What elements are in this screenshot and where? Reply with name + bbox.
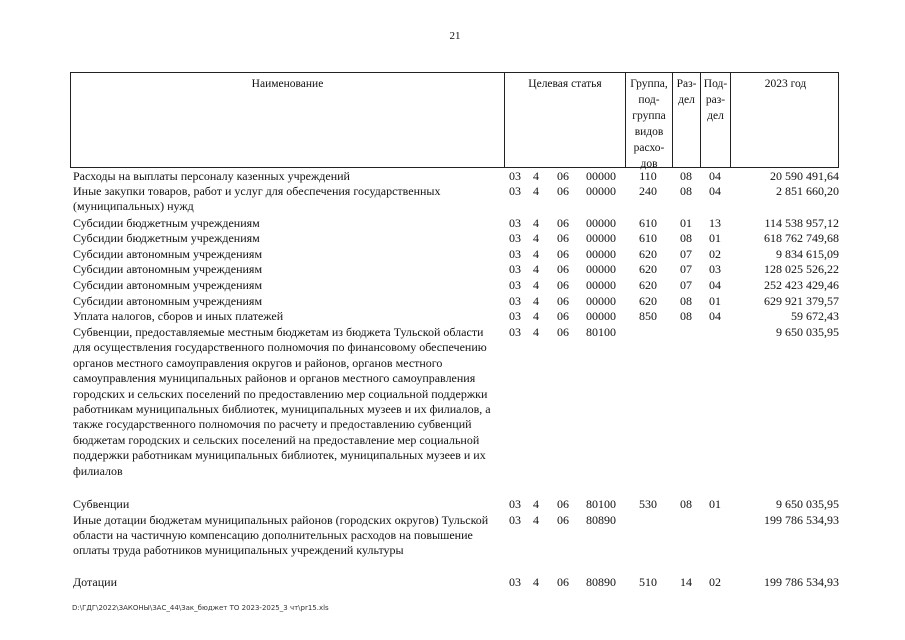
section-code: 08: [680, 309, 692, 323]
subsection-code: 01: [709, 294, 721, 308]
expense-group: 610: [639, 231, 657, 245]
code-part-1: 03: [509, 262, 521, 276]
code-part-3: 06: [557, 184, 569, 198]
amount: 2 851 660,20: [776, 184, 839, 198]
row-name: Субсидии автономным учреждениям: [73, 262, 263, 276]
code-part-2: 4: [533, 575, 539, 589]
table-row: [70, 497, 839, 512]
table-row: [70, 309, 839, 324]
expense-group: 620: [639, 294, 657, 308]
section-code: 08: [680, 169, 692, 183]
expense-group: 610: [639, 216, 657, 230]
table-row: [70, 278, 839, 293]
header-subsection: Под-раз-дел: [703, 78, 728, 122]
code-part-1: 03: [509, 294, 521, 308]
amount: 629 921 379,57: [764, 294, 839, 308]
row-name: Расходы на выплаты персоналу казенных учреждений: [73, 169, 350, 183]
code-part-4: 00000: [586, 216, 616, 230]
expense-group: 620: [639, 247, 657, 261]
code-part-3: 06: [557, 294, 569, 308]
row-name: Субсидии автономным учреждениям: [73, 247, 263, 261]
subsection-code: 04: [709, 309, 721, 323]
code-part-2: 4: [533, 216, 539, 230]
code-part-3: 06: [557, 497, 569, 511]
amount: 114 538 957,12: [764, 216, 839, 230]
code-part-1: 03: [509, 247, 521, 261]
code-part-3: 06: [557, 513, 569, 527]
expense-group: 530: [639, 497, 657, 511]
code-part-1: 03: [509, 169, 521, 183]
code-part-3: 06: [557, 575, 569, 589]
code-part-3: 06: [557, 247, 569, 261]
section-code: 08: [680, 294, 692, 308]
code-part-2: 4: [533, 169, 539, 183]
code-part-2: 4: [533, 497, 539, 511]
amount: 9 650 035,95: [776, 497, 839, 511]
code-part-4: 00000: [586, 169, 616, 183]
code-part-4: 00000: [586, 184, 616, 198]
subsection-code: 03: [709, 262, 721, 276]
table-row: [70, 169, 839, 184]
code-part-1: 03: [509, 575, 521, 589]
code-part-4: 00000: [586, 294, 616, 308]
expense-group: 620: [639, 262, 657, 276]
code-part-3: 06: [557, 262, 569, 276]
amount: 20 590 491,64: [770, 169, 839, 183]
row-name: Субсидии бюджетным учреждениям: [73, 231, 260, 245]
expense-group: 620: [639, 278, 657, 292]
code-part-3: 06: [557, 278, 569, 292]
code-part-3: 06: [557, 169, 569, 183]
page-number: 21: [449, 30, 461, 42]
amount: 9 650 035,95: [776, 325, 839, 339]
code-part-2: 4: [533, 247, 539, 261]
subsection-code: 13: [709, 216, 721, 230]
row-name: Субсидии автономным учреждениям: [73, 278, 263, 292]
code-part-4: 80100: [586, 497, 616, 511]
row-name: Дотации: [73, 575, 118, 589]
code-part-2: 4: [533, 325, 539, 339]
section-code: 07: [680, 247, 692, 261]
code-part-2: 4: [533, 231, 539, 245]
header-divider: [700, 73, 701, 167]
header-name: Наименование: [251, 78, 324, 90]
header-year: 2023 год: [764, 78, 807, 90]
subsection-code: 04: [709, 278, 721, 292]
section-code: 07: [680, 262, 692, 276]
expense-group: 510: [639, 575, 657, 589]
row-name: Иные закупки товаров, работ и услуг для обеспечения государственных (муниципальных) нужд: [73, 184, 441, 213]
code-part-1: 03: [509, 309, 521, 323]
code-part-4: 00000: [586, 309, 616, 323]
section-code: 14: [680, 575, 692, 589]
subsection-code: 01: [709, 231, 721, 245]
section-code: 08: [680, 497, 692, 511]
section-code: 07: [680, 278, 692, 292]
code-part-3: 06: [557, 325, 569, 339]
file-path-footer: D:\ГДГ\2022\ЗАКОНЫ\ЗАС_44\Зак_бюджет ТО 2023-2025_3 чт\pr15.xls: [72, 604, 329, 612]
row-name: Субвенции, предоставляемые местным бюджетам из бюджета Тульской области для осуществления государственного полномочия по финансовому обеспечению органов местного самоуправления округов и районов, органов местного самоуправления муниципальных районов и органов местного самоуправления городских и сельских поселений по предоставлению мер социальной поддержки работникам муниципальных библиотек, муниципальных музеев и их филиалов, а также государственного полномочия по расчету и предоставлению субвенций бюджетам городских и сельских поселений на предоставление мер социальной поддержки работникам муниципальных библиотек, муниципальных музеев и их филиалов: [73, 325, 491, 478]
code-part-1: 03: [509, 497, 521, 511]
amount: 199 786 534,93: [764, 575, 839, 589]
header-target-article: Целевая статья: [528, 78, 602, 90]
code-part-3: 06: [557, 216, 569, 230]
subsection-code: 04: [709, 184, 721, 198]
code-part-4: 00000: [586, 231, 616, 245]
header-section: Раз-дел: [676, 78, 697, 106]
code-part-2: 4: [533, 309, 539, 323]
code-part-1: 03: [509, 231, 521, 245]
table-row: [70, 216, 839, 231]
table-row: [70, 513, 839, 559]
section-code: 08: [680, 184, 692, 198]
table-row: [70, 325, 839, 485]
table-header: [70, 72, 839, 168]
code-part-4: 00000: [586, 278, 616, 292]
section-code: 01: [680, 216, 692, 230]
amount: 59 672,43: [791, 309, 839, 323]
code-part-2: 4: [533, 278, 539, 292]
code-part-1: 03: [509, 184, 521, 198]
code-part-1: 03: [509, 216, 521, 230]
expense-group: 240: [639, 184, 657, 198]
code-part-1: 03: [509, 513, 521, 527]
row-name: Субвенции: [73, 497, 130, 511]
code-part-2: 4: [533, 262, 539, 276]
code-part-4: 80890: [586, 575, 616, 589]
code-part-2: 4: [533, 513, 539, 527]
code-part-1: 03: [509, 278, 521, 292]
code-part-3: 06: [557, 309, 569, 323]
header-divider: [672, 73, 673, 167]
table-row: [70, 247, 839, 262]
code-part-1: 03: [509, 325, 521, 339]
amount: 618 762 749,68: [764, 231, 839, 245]
subsection-code: 02: [709, 575, 721, 589]
table-row: [70, 184, 839, 215]
table-row: [70, 294, 839, 309]
table-row: [70, 262, 839, 277]
code-part-4: 80100: [586, 325, 616, 339]
code-part-2: 4: [533, 184, 539, 198]
subsection-code: 04: [709, 169, 721, 183]
expense-group: 850: [639, 309, 657, 323]
row-name: Уплата налогов, сборов и иных платежей: [73, 309, 284, 323]
row-name: Субсидии бюджетным учреждениям: [73, 216, 260, 230]
table-row: [70, 231, 839, 246]
amount: 128 025 526,22: [764, 262, 839, 276]
subsection-code: 01: [709, 497, 721, 511]
row-name: Иные дотации бюджетам муниципальных районов (городских округов) Тульской области на частичную компенсацию дополнительных расходов на повышение оплаты труда работников муниципальных учреждений культуры: [73, 513, 489, 557]
header-group: Группа, под-группа видов расхо-дов: [630, 78, 668, 170]
amount: 199 786 534,93: [764, 513, 839, 527]
table-row: [70, 575, 839, 590]
amount: 252 423 429,46: [764, 278, 839, 292]
section-code: 08: [680, 231, 692, 245]
amount: 9 834 615,09: [776, 247, 839, 261]
code-part-4: 80890: [586, 513, 616, 527]
row-name: Субсидии автономным учреждениям: [73, 294, 263, 308]
header-divider: [625, 73, 626, 167]
code-part-2: 4: [533, 294, 539, 308]
subsection-code: 02: [709, 247, 721, 261]
code-part-4: 00000: [586, 262, 616, 276]
code-part-4: 00000: [586, 247, 616, 261]
expense-group: 110: [639, 169, 657, 183]
code-part-3: 06: [557, 231, 569, 245]
